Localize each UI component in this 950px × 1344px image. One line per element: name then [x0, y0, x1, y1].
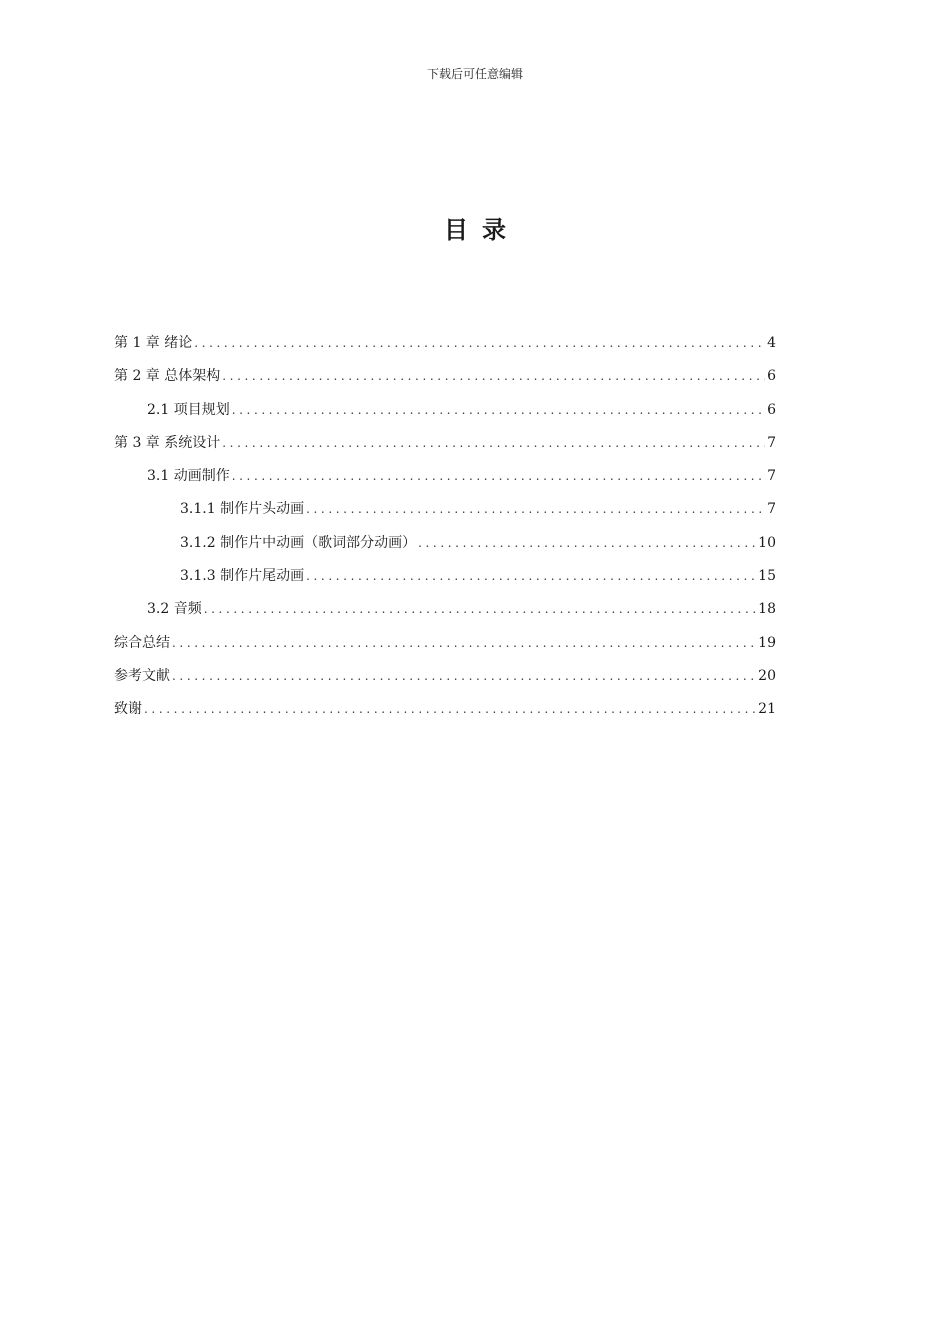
toc-page-number: 18 — [758, 601, 776, 618]
toc-dot-leader — [222, 363, 765, 389]
toc-entry-section-3-1-1[interactable] — [114, 496, 776, 529]
toc-entry-references[interactable] — [114, 663, 776, 696]
toc-entry-text: 2.1 项目规划 — [147, 401, 230, 418]
toc-entry-section-3-1[interactable] — [114, 463, 776, 496]
toc-page-number: 15 — [758, 568, 776, 585]
table-of-contents — [114, 330, 776, 730]
toc-page-number: 6 — [767, 401, 776, 418]
toc-entry-chapter-1[interactable] — [114, 330, 776, 363]
toc-dot-leader — [172, 663, 756, 689]
toc-dot-leader — [232, 463, 765, 489]
toc-dot-leader — [144, 696, 756, 722]
toc-entry-text: 第 2 章 总体架构 — [114, 368, 221, 385]
page-header-note: 下载后可任意编辑 — [426, 67, 523, 81]
toc-dot-leader — [194, 330, 765, 356]
toc-entry-text: 第 1 章 绪论 — [114, 335, 193, 351]
toc-dot-leader — [306, 496, 765, 522]
toc-dot-leader — [172, 630, 756, 656]
toc-entry-text: 参考文献 — [114, 667, 170, 684]
toc-page-number: 10 — [758, 534, 776, 551]
toc-entry-section-3-2[interactable] — [114, 596, 776, 629]
toc-title: 目录 — [444, 216, 520, 244]
toc-entry-section-3-1-3[interactable] — [114, 563, 776, 596]
toc-page-number: 21 — [758, 701, 776, 718]
toc-entry-acknowledgements[interactable] — [114, 696, 776, 729]
toc-entry-text: 3.1.1 制作片头动画 — [180, 501, 305, 518]
toc-entry-text: 第 3 章 系统设计 — [114, 434, 221, 451]
toc-entry-section-2-1[interactable] — [114, 397, 776, 430]
toc-page-number: 20 — [758, 667, 776, 684]
toc-page-number: 19 — [758, 634, 776, 651]
toc-dot-leader — [232, 397, 765, 423]
toc-page-number: 7 — [767, 434, 776, 451]
toc-page-number: 4 — [767, 335, 776, 351]
toc-page-number: 7 — [767, 501, 776, 518]
toc-entry-text: 综合总结 — [114, 634, 170, 651]
toc-dot-leader — [306, 563, 756, 589]
toc-entry-text: 3.2 音频 — [147, 601, 202, 618]
toc-page-number: 7 — [767, 468, 776, 485]
toc-dot-leader — [418, 530, 756, 556]
toc-page-number: 6 — [767, 368, 776, 385]
toc-entry-section-3-1-2[interactable] — [114, 530, 776, 563]
toc-entry-text: 3.1 动画制作 — [147, 468, 230, 485]
toc-entry-summary[interactable] — [114, 630, 776, 663]
toc-dot-leader — [204, 596, 756, 622]
toc-entry-text: 致谢 — [114, 701, 142, 718]
toc-entry-text: 3.1.2 制作片中动画（歌词部分动画） — [180, 534, 417, 551]
toc-dot-leader — [222, 430, 765, 456]
toc-entry-text: 3.1.3 制作片尾动画 — [180, 568, 305, 585]
toc-entry-chapter-3[interactable] — [114, 430, 776, 463]
toc-entry-chapter-2[interactable] — [114, 363, 776, 396]
